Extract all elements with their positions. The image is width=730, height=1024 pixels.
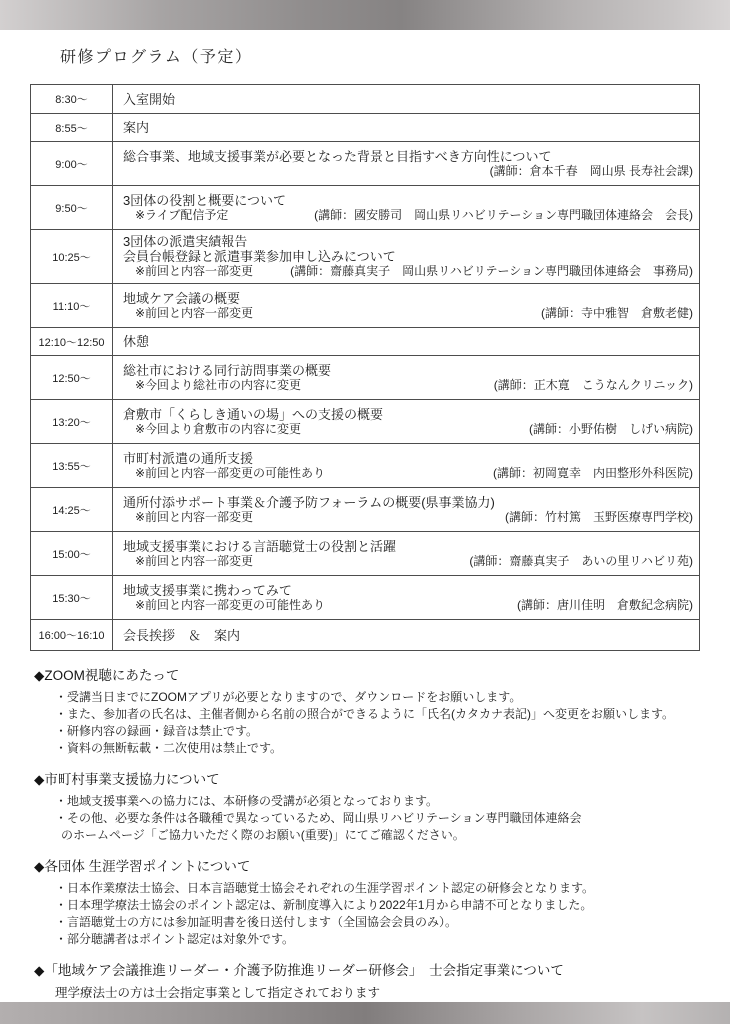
session-cell	[113, 230, 699, 283]
bullet-item: ・資料の無断転載・二次使用は禁止です。	[55, 741, 283, 755]
table-row	[31, 327, 699, 355]
time-cell: 9:50～	[31, 186, 113, 229]
session-lecturer: (講師：寺中雅智 倉敷老健)	[541, 305, 693, 320]
session-cell	[113, 400, 699, 443]
session-title: 地域支援事業に携わってみて	[123, 582, 292, 598]
top-gradient-bar	[0, 0, 730, 30]
bullet-item: ・地域支援事業への協力には、本研修の受講が必須となっております。	[55, 794, 439, 808]
table-row	[31, 283, 699, 327]
table-row	[31, 229, 699, 283]
bullet-item: ・受講当日までにZOOMアプリが必要となりますので、ダウンロードをお願いします。	[55, 690, 522, 704]
bullet-item: ・その他、必要な条件は各職種で異なっているため、岡山県リハビリテーション専門職団体連絡会	[55, 811, 582, 825]
time-cell: 11:10～	[31, 284, 113, 327]
session-title: 総合事業、地域支援事業が必要となった背景と目指すべき方向性について	[123, 148, 552, 164]
bullet-item-continuation: のホームページ「ご協力いただく際のお願い(重要)」にてご確認ください。	[61, 828, 465, 842]
session-title: 倉敷市「くらしき通いの場」への支援の概要	[123, 406, 384, 422]
time-cell: 15:00～	[31, 532, 113, 575]
session-note: ※前回と内容一部変更	[135, 305, 254, 320]
session-note: ※前回と内容一部変更	[135, 509, 254, 524]
session-title: 地域ケア会議の概要	[123, 290, 241, 306]
session-lecturer: (講師：倉本千春 岡山県 長寿社会課)	[489, 163, 693, 178]
table-row	[31, 531, 699, 575]
table-row	[31, 141, 699, 185]
session-cell	[113, 85, 699, 113]
section-heading: ◆「地域ケア会議推進リーダー・介護予防推進リーダー研修会」 士会指定事業について	[34, 963, 564, 978]
time-cell: 8:30～	[31, 85, 113, 113]
time-cell: 13:55～	[31, 444, 113, 487]
session-cell	[113, 620, 699, 650]
section-designated-program	[34, 959, 702, 1002]
session-lecturer: (講師：國安勝司 岡山県リハビリテーション専門職団体連絡会 会長)	[314, 207, 693, 222]
table-row	[31, 399, 699, 443]
session-cell	[113, 576, 699, 619]
table-row	[31, 619, 699, 650]
time-cell: 14:25～	[31, 488, 113, 531]
session-note: ※前回と内容一部変更の可能性あり	[135, 597, 326, 612]
session-title: 通所付添サポート事業＆介護予防フォーラムの概要(県事業協力)	[123, 494, 495, 510]
table-row	[31, 443, 699, 487]
bullet-item: ・また、参加者の氏名は、主催者側から名前の照合ができるように「氏名(カタカナ表記)」へ変更をお願いします。	[55, 707, 675, 721]
bullet-item: ・日本理学療法士協会のポイント認定は、新制度導入により2022年1月から申請不可となりました。	[55, 898, 593, 912]
section-lifelong-learning-points	[34, 855, 702, 948]
section-zoom-viewing	[34, 664, 702, 757]
session-note: ※前回と内容一部変更	[135, 553, 254, 568]
section-municipal-support	[34, 768, 702, 844]
session-note: ※今回より倉敷市の内容に変更	[135, 421, 302, 436]
session-note: ※前回と内容一部変更の可能性あり	[135, 465, 326, 480]
section-heading: ◆各団体 生涯学習ポイントについて	[34, 859, 251, 874]
section-heading: ◆ZOOM視聴にあたって	[34, 668, 180, 683]
session-cell	[113, 142, 699, 185]
session-note: ※今回より総社市の内容に変更	[135, 377, 302, 392]
time-cell: 9:00～	[31, 142, 113, 185]
session-lecturer: (講師：唐川佳明 倉敷紀念病院)	[517, 597, 693, 612]
session-title: 案内	[123, 120, 150, 135]
session-cell	[113, 114, 699, 141]
time-cell: 8:55～	[31, 114, 113, 141]
time-cell: 15:30～	[31, 576, 113, 619]
table-row	[31, 185, 699, 229]
page-title: 研修プログラム（予定）	[60, 49, 253, 66]
session-lecturer: (講師：小野佑樹 しげい病院)	[529, 421, 693, 436]
time-cell: 12:50～	[31, 356, 113, 399]
session-title: 地域支援事業における言語聴覚士の役割と活躍	[123, 538, 397, 554]
session-note: ※前回と内容一部変更	[135, 264, 254, 278]
time-cell: 10:25～	[31, 230, 113, 283]
session-cell	[113, 488, 699, 531]
session-lecturer: (講師：齋藤真実子 岡山県リハビリテーション専門職団体連絡会 事務局)	[290, 264, 693, 278]
time-cell: 16:00～16:10	[31, 620, 113, 650]
session-cell	[113, 186, 699, 229]
time-cell: 13:20～	[31, 400, 113, 443]
session-title: 3団体の役割と概要について	[123, 192, 286, 208]
session-title: 市町村派遣の通所支援	[123, 450, 254, 466]
session-title: 会長挨拶 ＆ 案内	[123, 627, 241, 643]
bullet-item: ・言語聴覚士の方には参加証明書を後日送付します（全国協会会員のみ）。	[55, 915, 458, 929]
session-title-line2: 会員台帳登録と派遣事業参加申し込みについて	[123, 249, 396, 264]
session-cell	[113, 444, 699, 487]
schedule-table	[30, 84, 700, 651]
session-title: 総社市における同行訪問事業の概要	[123, 362, 332, 378]
bullet-item: ・研修内容の録画・録音は禁止です。	[55, 724, 259, 738]
table-row	[31, 85, 699, 113]
session-cell	[113, 284, 699, 327]
bullet-item: ・日本作業療法士協会、日本言語聴覚士協会それぞれの生涯学習ポイント認定の研修会となります。	[55, 881, 595, 895]
section-heading: ◆市町村事業支援協力について	[34, 772, 220, 787]
session-title: 休憩	[123, 334, 150, 349]
session-cell	[113, 532, 699, 575]
bullet-item: ・部分聴講者はポイント認定は対象外です。	[55, 932, 295, 946]
table-row	[31, 575, 699, 619]
session-lecturer: (講師：齋藤真実子 あいの里リハビリ苑)	[469, 553, 693, 568]
session-lecturer: (講師：初岡寛幸 内田整形外科医院)	[493, 465, 693, 480]
table-row	[31, 355, 699, 399]
bottom-gradient-bar	[0, 1002, 730, 1024]
time-cell: 12:10～12:50	[31, 328, 113, 355]
table-row	[31, 487, 699, 531]
session-lecturer: (講師：正木寛 こうなんクリニック)	[493, 377, 693, 392]
table-row	[31, 113, 699, 141]
session-title: 3団体の派遣実績報告	[123, 234, 248, 249]
session-cell	[113, 356, 699, 399]
session-title: 入室開始	[123, 91, 176, 107]
session-lecturer: (講師：竹村篤 玉野医療専門学校)	[505, 509, 693, 524]
session-note: ※ライブ配信予定	[135, 207, 229, 222]
session-cell	[113, 328, 699, 355]
section-body-line: 理学療法士の方は士会指定事業として指定されております	[55, 986, 381, 1000]
notes-area	[34, 664, 702, 1013]
